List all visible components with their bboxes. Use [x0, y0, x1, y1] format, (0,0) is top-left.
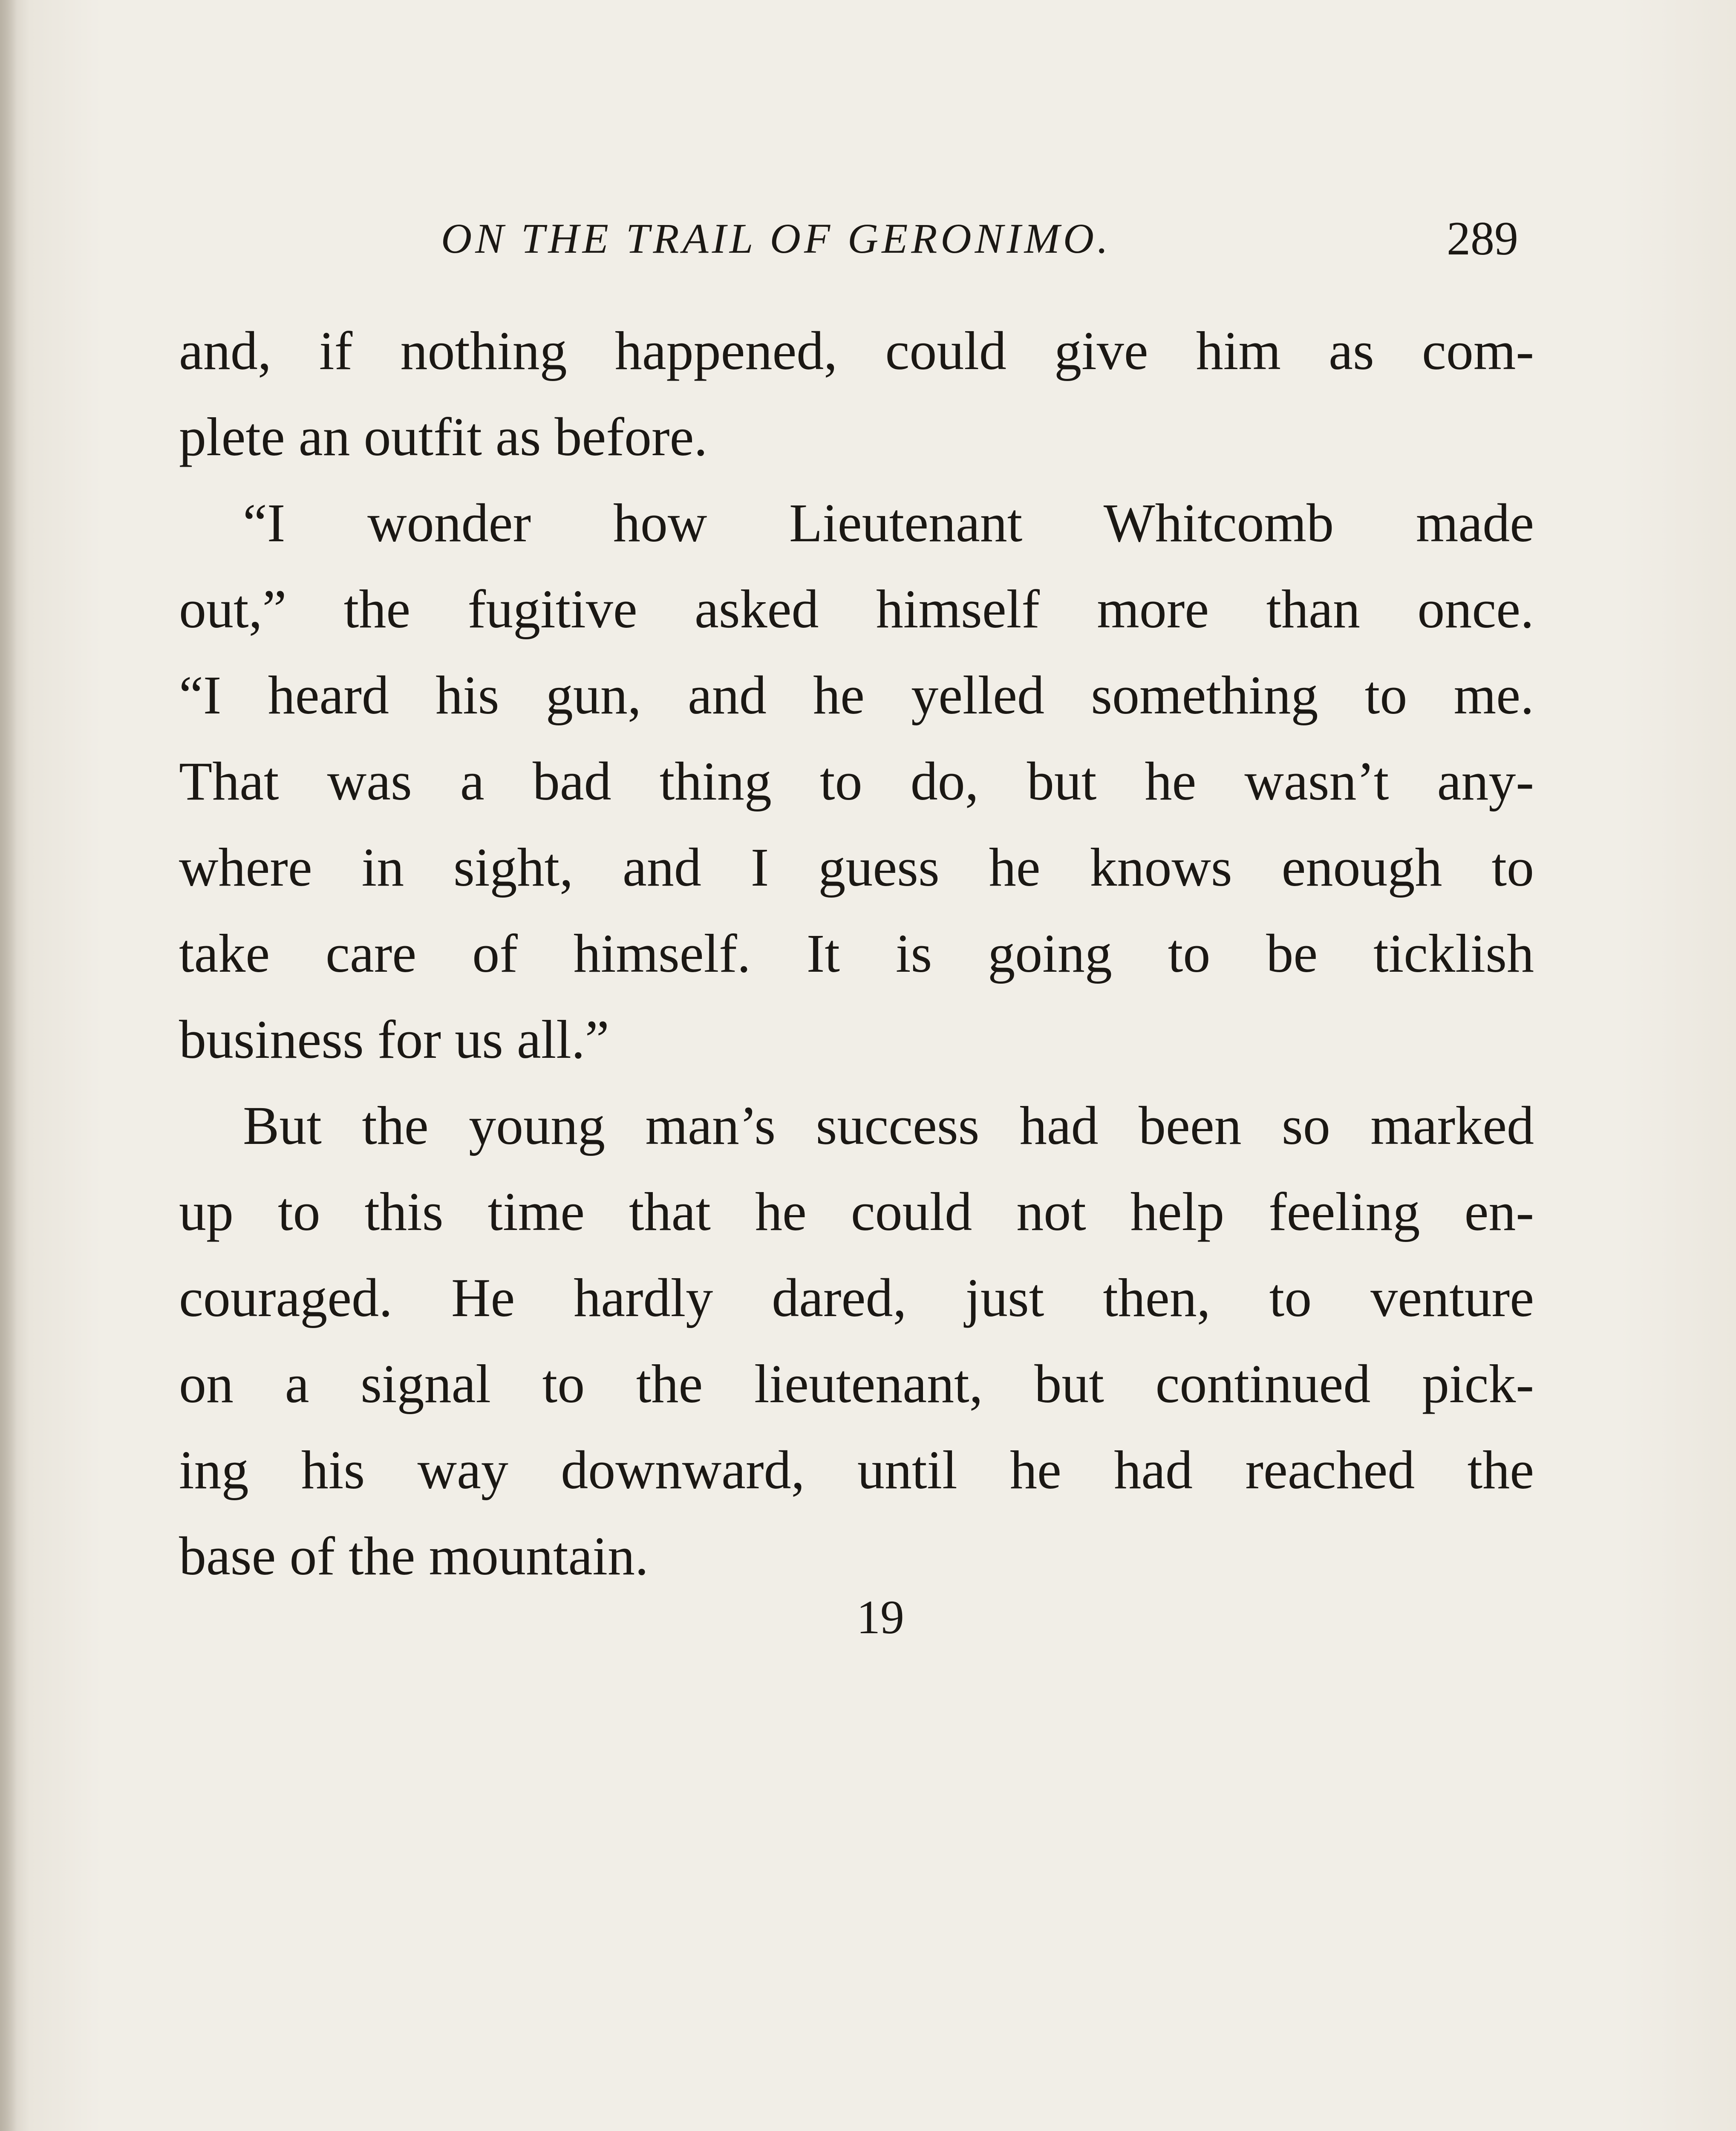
text-line: and, if nothing happened, could give him as com-	[179, 321, 1534, 381]
gutter-shadow	[0, 0, 17, 2131]
text-line: couraged. He hardly dared, just then, to venture	[179, 1268, 1534, 1328]
text-line: plete an outfit as before.	[179, 407, 708, 467]
text-line: “I wonder how Lieutenant Whitcomb made	[243, 493, 1534, 553]
text-line: on a signal to the lieutenant, but continued pick-	[179, 1354, 1534, 1414]
text-line: That was a bad thing to do, but he wasn’t any-	[179, 751, 1534, 811]
body-text	[179, 308, 1534, 1599]
running-head: ON THE TRAIL OF GERONIMO.	[441, 215, 1112, 262]
text-line: ing his way downward, until he had reached the	[179, 1440, 1534, 1500]
text-line: But the young man’s success had been so marked	[243, 1095, 1534, 1156]
text-line: base of the mountain.	[179, 1526, 649, 1586]
signature-mark: 19	[856, 1591, 904, 1644]
text-line: “I heard his gun, and he yelled something to me.	[179, 665, 1534, 725]
page-number: 289	[1447, 212, 1518, 265]
text-line: where in sight, and I guess he knows enough to	[179, 837, 1534, 898]
text-line: take care of himself. It is going to be ticklish	[179, 923, 1534, 984]
text-line: up to this time that he could not help feeling en-	[179, 1181, 1534, 1242]
text-line: out,” the fugitive asked himself more than once.	[179, 579, 1534, 639]
text-line: business for us all.”	[179, 1009, 609, 1070]
